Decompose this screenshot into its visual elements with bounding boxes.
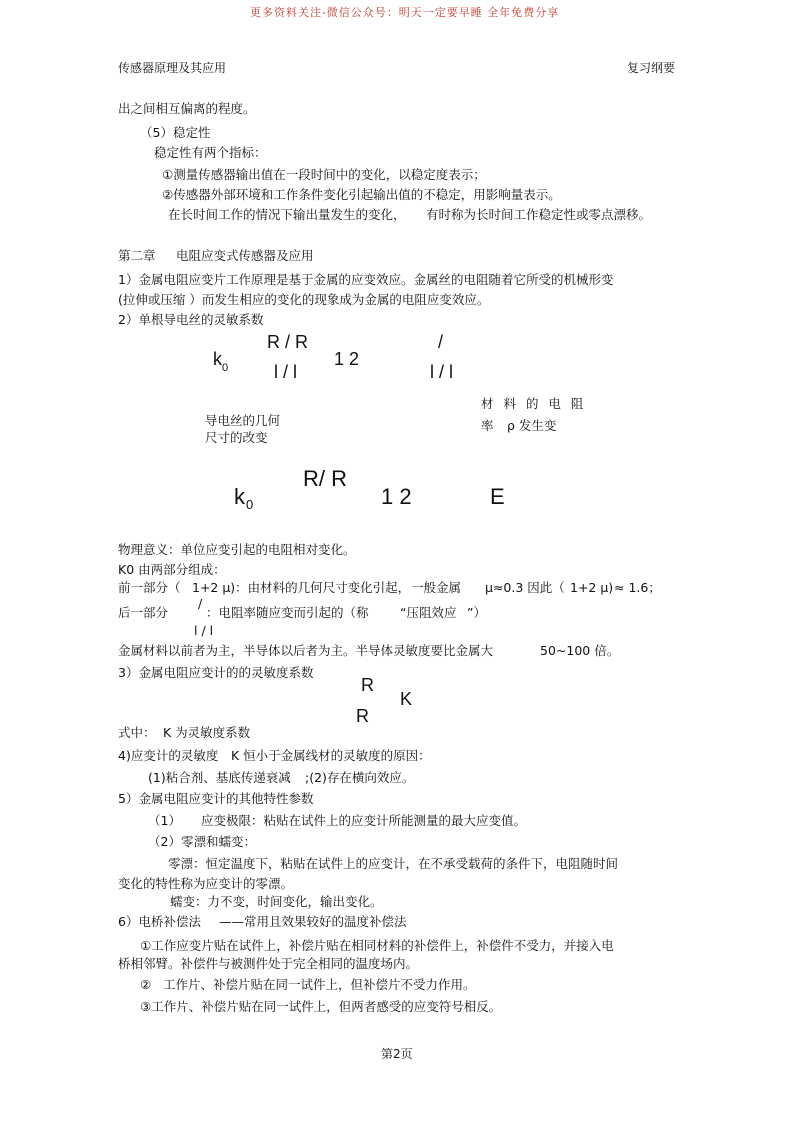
text-fragment: ;(2)存在横向效应。 — [305, 770, 415, 785]
paragraph: 5）金属电阻应变计的其他特性参数 — [118, 791, 314, 806]
section-heading-stability: （5）稳定性 — [140, 125, 211, 140]
formula3-k: K — [400, 689, 413, 709]
paragraph: 物理意义：单位应变引起的电阻相对变化。 — [118, 542, 356, 557]
paragraph: ③工作片、补偿片贴在同一试件上，但两者感受的应变符号相反。 — [140, 999, 502, 1014]
list-item: ②传感器外部环境和工作条件变化引起输出值的不稳定，用影响量表示。 — [162, 187, 561, 202]
text-fragment: 一般金属 — [411, 580, 462, 595]
text-fragment: （1） — [148, 813, 181, 828]
formula-denominator: l / l — [274, 362, 298, 382]
paragraph: (拉伸或压缩 ）而发生相应的变化的现象成为金属的电阻应变效应。 — [118, 292, 490, 307]
paragraph: 零漂：恒定温度下，粘贴在试件上的应变计，在不承受载荷的条件下，电阻随时间 — [168, 856, 619, 871]
formula2-fraction: R/ R — [303, 466, 347, 491]
paragraph: K0 由两部分组成： — [118, 562, 226, 577]
paragraph: 1）金属电阻应变片工作原理是基于金属的应变效应。金属丝的电阻随着它所受的机械形变 — [118, 272, 614, 287]
text-fragment: 6）电桥补偿法 — [118, 914, 201, 929]
chapter-label: 第二章 — [118, 248, 156, 263]
promo-banner: 更多资料关注-微信公众号：明天一定要早睡 全年免费分享 — [250, 6, 560, 19]
formula-right-denominator: l / l — [430, 362, 454, 382]
formula-denominator: l / l — [194, 623, 214, 638]
annotation-resistivity: ρ 发生变 — [507, 418, 557, 433]
formula2-k-subscript: 0 — [246, 497, 254, 512]
formula3-numerator: R — [361, 675, 374, 695]
text-fragment: 式中： — [118, 725, 156, 740]
paragraph: 工作片、补偿片贴在同一试件上，但补偿片不受力作用。 — [163, 977, 476, 992]
text-fragment: ② — [140, 977, 152, 992]
chapter-title: 电阻应变式传感器及应用 — [176, 248, 314, 263]
text-fragment: 50~100 倍。 — [540, 643, 620, 658]
paragraph: 桥相邻臂。补偿件与被测件处于完全相同的温度场内。 — [118, 956, 419, 971]
formula-k: k — [213, 349, 222, 369]
formula2-e: E — [490, 484, 505, 509]
text-fragment: μ≈0.3 因此（ — [485, 580, 565, 595]
formula-middle-term: 1 2 — [334, 349, 360, 369]
paragraph: 蠕变：力不变，时间变化，输出变化。 — [170, 894, 383, 909]
text-fragment: K 恒小于金属线材的灵敏度的原因： — [231, 748, 431, 763]
formula2-middle-term: 1 2 — [381, 484, 412, 509]
formula-slash: / — [198, 596, 203, 611]
text-fragment: ——常用且效果较好的温度补偿法 — [219, 914, 407, 929]
paragraph: 3）金属电阻应变计的的灵敏度系数 — [118, 665, 314, 680]
text-fragment: K 为灵敏度系数 — [163, 725, 251, 740]
text-line: 有时称为长时间工作稳定性或零点漂移。 — [426, 207, 652, 222]
formula-k-subscript: 0 — [222, 362, 229, 374]
text-fragment: （2）零漂和蠕变： — [148, 834, 256, 849]
paragraph: 金属材料以前者为主，半导体以后者为主。半导体灵敏度要比金属大 — [118, 643, 494, 658]
list-item: ①测量传感器输出值在一段时间中的变化，以稳定度表示； — [162, 167, 486, 182]
formula2-k: k — [234, 484, 245, 509]
header-section: 复习纲要 — [627, 61, 676, 75]
text-fragment: 4)应变计的灵敏度 — [118, 748, 219, 763]
text-fragment: ≈ 1.6； — [614, 580, 661, 595]
annotation-resistivity: 材 料 的 电 阻 — [481, 396, 587, 411]
text-line: 出之间相互偏离的程度。 — [118, 101, 256, 116]
formula-numerator: R / R — [267, 332, 309, 352]
text-fragment: 后一部分 — [118, 605, 169, 620]
annotation-geometry: 尺寸的改变 — [205, 430, 268, 445]
annotation-geometry: 导电丝的几何 — [205, 413, 281, 428]
text-line: 在长时间工作的情况下输出量发生的变化， — [168, 207, 406, 222]
text-line: 稳定性有两个指标： — [154, 145, 267, 160]
text-fragment: (1)粘合剂、基底传递衰减 — [148, 770, 291, 785]
paragraph: 变化的特性称为应变计的零漂。 — [118, 876, 294, 891]
text-fragment: ”） — [467, 605, 486, 620]
paragraph: ①工作应变片贴在试件上，补偿片贴在相同材料的补偿件上，补偿件不受力，并接入电 — [140, 938, 614, 953]
text-fragment: 应变极限：粘贴在试件上的应变计所能测量的最大应变值。 — [201, 813, 527, 828]
text-fragment: ：电阻率随应变而引起的（称 — [206, 605, 369, 620]
formula-right-numerator: / — [438, 332, 444, 352]
text-fragment: 前一部分（ — [118, 580, 181, 595]
text-fragment: 1+2 μ) — [570, 580, 614, 595]
text-fragment: 1+2 μ)：由材料的几何尺寸变化引起， — [192, 580, 411, 595]
paragraph: 2）单根导电丝的灵敏系数 — [118, 312, 264, 327]
page-number: 第2页 — [381, 1047, 413, 1061]
formula3-denominator: R — [356, 706, 369, 726]
annotation-resistivity: 率 — [481, 418, 494, 433]
header-title: 传感器原理及其应用 — [118, 61, 227, 75]
text-fragment: “压阻效应 — [400, 605, 457, 620]
